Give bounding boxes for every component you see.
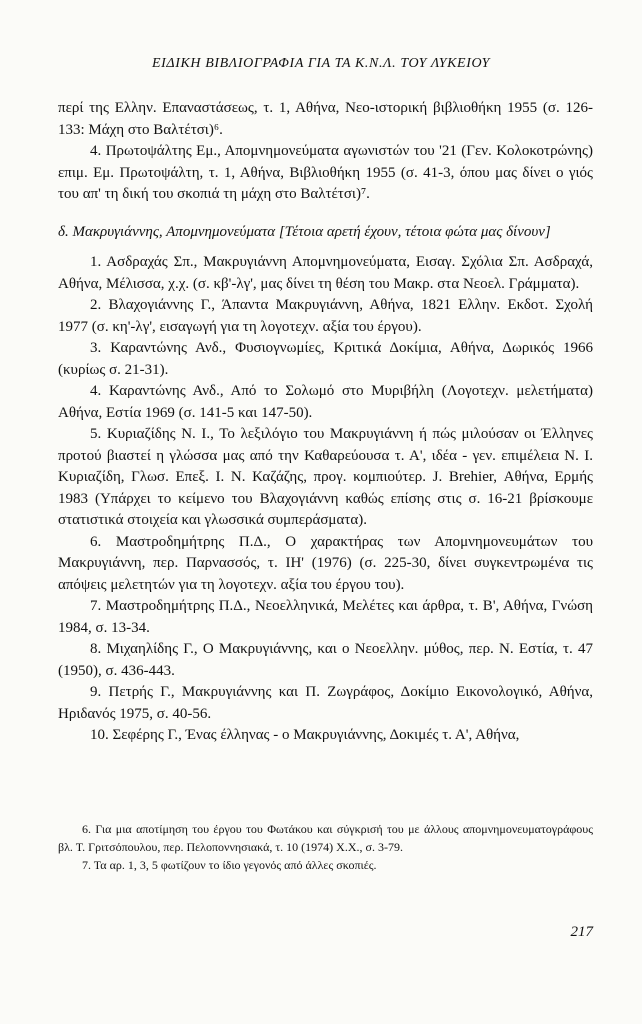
- footnote: 7. Τα αρ. 1, 3, 5 φωτίζουν το ίδιο γεγονός από άλλες σκοπιές.: [82, 858, 377, 872]
- main-text: [58, 98, 593, 747]
- bibliography-entry: 4. Πρωτοψάλτης Εμ., Απομνημονεύματα αγωνιστών του '21 (Γεν. Κολοκοτρώνης) επιμ. Εμ. Πρωτοψάλτη, τ. 1, Αθήνα, Βιβλιοθήκη 1955 (σ. 41-3, όπου μας δίνει ο γιός του απ' τη δική του σκοπιά τη μάχη στο Βαλτέτσι)⁷.: [58, 143, 593, 202]
- page-number: 217: [570, 924, 593, 940]
- bibliography-entry: 4. Καραντώνης Ανδ., Από το Σολωμό στο Μυριβήλη (Λογοτεχν. μελετήματα) Αθήνα, Εστία 1969 (σ. 141-5 και 147-50).: [58, 383, 593, 421]
- bibliography-entry: 10. Σεφέρης Γ., Ένας έλληνας - ο Μακρυγιάννης, Δοκιμές τ. Α', Αθήνα,: [90, 727, 520, 743]
- bibliography-entry: 6. Μαστροδημήτρης Π.Δ., Ο χαρακτήρας των Απομνημονευμάτων του Μακρυγιάννη, περ. Παρνασσός, τ. ΙΗ' (1976) (σ. 225-30, δίνει συγκεντρωμένα τις απόψεις μελετητών για τη λογοτεχν. αξία του έργου του).: [58, 533, 593, 593]
- bibliography-entry: 8. Μιχαηλίδης Γ., Ο Μακρυγιάννης, και ο Νεοελλην. μύθος, περ. Ν. Εστία, τ. 47 (1950), σ. 436-443.: [58, 641, 593, 679]
- bibliography-entry: 7. Μαστροδημήτρης Π.Δ., Νεοελληνικά, Μελέτες και άρθρα, τ. Β', Αθήνα, Γνώση 1984, σ. 13-34.: [58, 598, 593, 636]
- bibliography-entry: 2. Βλαχογιάννης Γ., Άπαντα Μακρυγιάννη, Αθήνα, 1821 Ελλην. Εκδοτ. Σχολή 1977 (σ. κη'-λγ', εισαγωγή για τη λογοτεχν. αξία του έργου).: [58, 297, 593, 335]
- bibliography-entry: 3. Καραντώνης Ανδ., Φυσιογνωμίες, Κριτικά Δοκίμια, Αθήνα, Δωρικός 1966 (κυρίως σ. 21-31).: [58, 340, 593, 378]
- running-header: ΕΙΔΙΚΗ ΒΙΒΛΙΟΓΡΑΦΙΑ ΓΙΑ ΤΑ Κ.Ν.Λ. ΤΟΥ ΛΥΚΕΙΟΥ: [152, 56, 490, 71]
- paragraph-continuation: περί της Ελλην. Επαναστάσεως, τ. 1, Αθήνα, Νεο-ιστορική βιβλιοθήκη 1955 (σ. 126-133: Μάχη στο Βαλτέτσι)⁶.: [58, 100, 593, 138]
- bibliography-entry: 5. Κυριαζίδης Ν. Ι., Το λεξιλόγιο του Μακρυγιάννη ή πώς μιλούσαν οι Έλληνες προτού βιαστεί η γλώσσα μας από την Καθαρεύουσα τ. Α', ιδέα - γεν. επιμέλεια Ν. Ι. Κυριαζίδη, Γλωσ. Επεξ. Ι. Ν. Καζάζης, προγ. κομπιούτερ. J. Brehier, Αθήνα, Ερμής 1983 (Υπάρχει το κείμενο του Βλαχογιάννη καθώς επίσης στις σ. 16-21 βρίσκουμε στατιστικά στοιχεία και γλωσσικά συμπεράσματα).: [58, 426, 593, 528]
- bibliography-entry: 1. Ασδραχάς Σπ., Μακρυγιάννη Απομνημονεύματα, Εισαγ. Σχόλια Σπ. Ασδραχά, Αθήνα, Μέλισσα, χ.χ. (σ. κβ'-λγ', μας δίνει τη θέση του Μακρ. στα Νεοελ. Γράμματα).: [58, 254, 593, 292]
- footnotes: [58, 820, 593, 874]
- footnote: 6. Για μια αποτίμηση του έργου του Φωτάκου και σύγκρισή του με άλλους απομνημονευματογράφους βλ. Τ. Γριτσόπουλου, περ. Πελοποννησιακά, τ. 10 (1974) Χ.Χ., σ. 3-79.: [58, 822, 593, 854]
- bibliography-entry: 9. Πετρής Γ., Μακρυγιάννης και Π. Ζωγράφος, Δοκίμιο Εικονολογικό, Αθήνα, Ηριδανός 1975, σ. 40-56.: [58, 684, 593, 722]
- section-heading: δ. Μακρυγιάννης, Απομνημονεύματα [Τέτοια αρετή έχουν, τέτοια φώτα μας δίνουν]: [58, 223, 551, 240]
